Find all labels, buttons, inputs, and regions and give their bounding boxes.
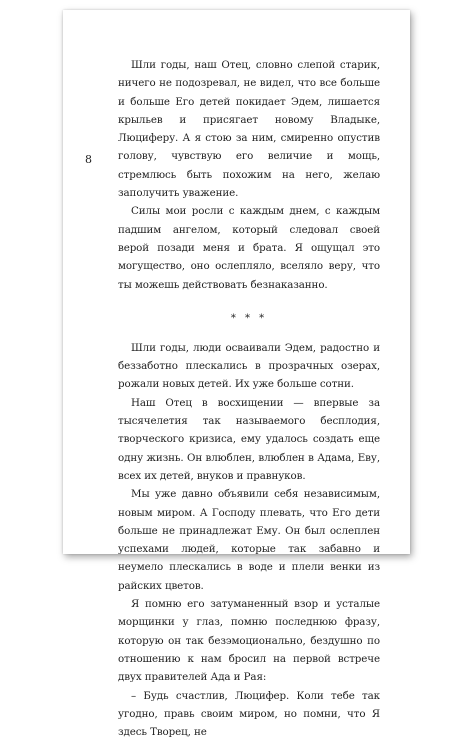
paragraph: Я помню его затуманенный взор и усталые морщинки у глаз, помню последнюю фразу, которую он так безэмоционально, бездушно по отношению к нам бросил на первой встрече двух правителей Ада и Рая: — [118, 595, 380, 686]
paragraph: Силы мои росли с каждым днем, с каждым падшим ангелом, который следовал своей верой позади меня и брата. Я ощущал это могущество, оно ослепляло, вселяло веру, что ты можешь действовать безнаказанно. — [118, 202, 380, 293]
page-body — [118, 56, 380, 741]
paragraph: Шли годы, люди осваивали Эдем, радостно и беззаботно плескались в прозрачных озерах, рожали новых детей. Их уже больше сотни. — [118, 339, 380, 394]
book-page — [63, 10, 410, 554]
paragraph: – Будь счастлив, Люцифер. Коли тебе так угодно, правь своим миром, но помни, что Я здесь Творец, не — [118, 687, 380, 741]
paragraph: Наш Отец в восхищении — впервые за тысячелетия так называемого бесплодия, творческого кризиса, ему удалось создать еще одну жизнь. Он влюблен, влюблен в Адама, Еву, всех их детей, внуков и правнуков. — [118, 394, 380, 485]
paragraph: Шли годы, наш Отец, словно слепой старик, ничего не подозревал, не видел, что все больше и больше Его детей покидает Эдем, лишается крыльев и присягает новому Владыке, Люциферу. А я стою за ним, смиренно опустив голову, чувствую его величие и мощь, стремлюсь быть похожим на него, желаю заполучить уважение. — [118, 56, 380, 202]
page-number: 8 — [85, 150, 92, 170]
paragraph: Мы уже давно объявили себя независимым, новым миром. А Господу плевать, что Его дети больше не принадлежат Ему. Он был ослеплен успехами людей, которые так забавно и неумело плескались в воде и плели венки из райских цветов. — [118, 485, 380, 595]
section-separator: * * * — [118, 310, 380, 328]
